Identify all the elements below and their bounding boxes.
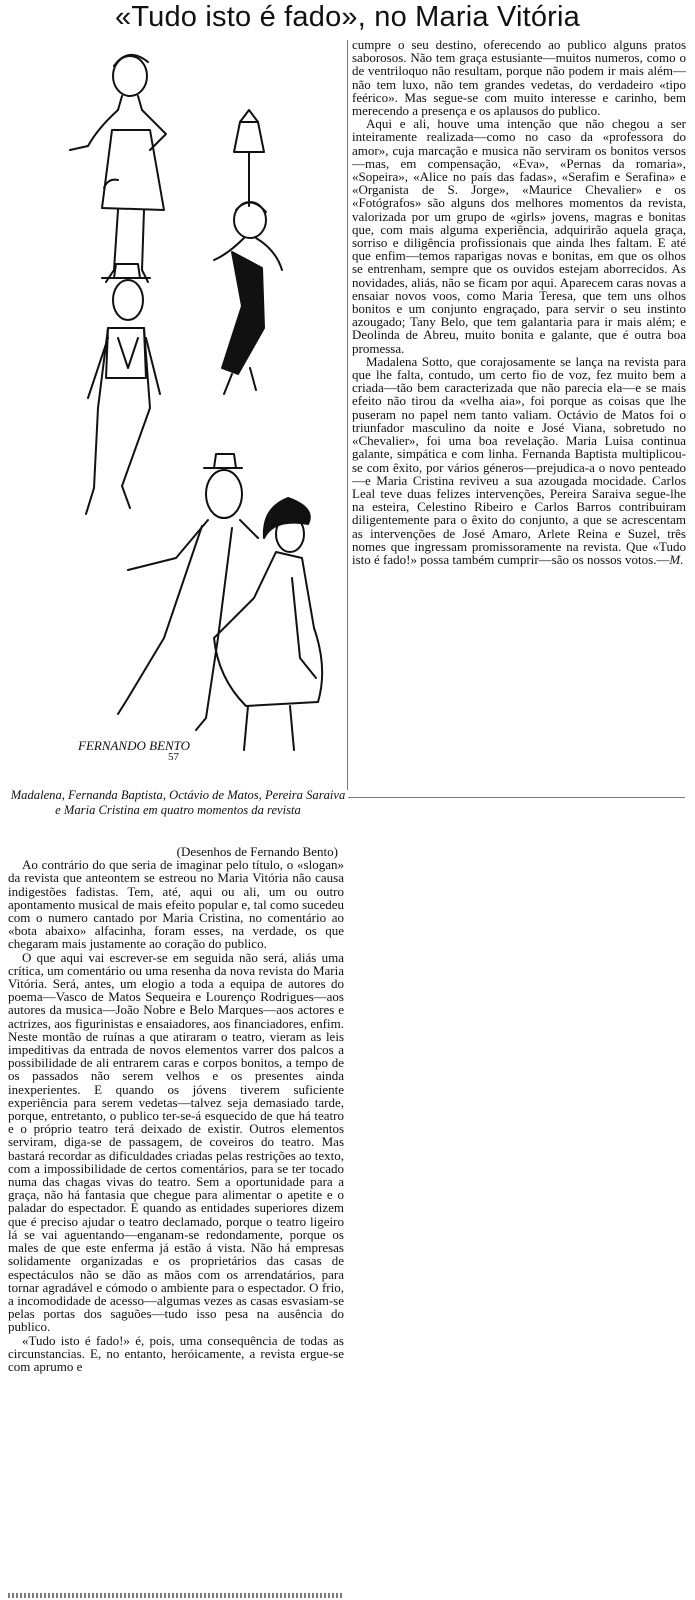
article-paragraph: Aqui e ali, houve uma intenção que não chegou a ser inteiramente realizada—como no caso da «professora do amor», cuja marcação e musica não serviram os bonitos versos—mas, em compensação, «Eva», «Pernas da romaria», «Sopeira», «Alice no país das fadas», «Serafim e Serafina» e «Organista de S. Jorge», «Maurice Chevalier» e os «Fotógrafos» são alguns dos melhores momentos da revista, valorizada por um grupo de «girls» jovens, magras e bonitas que, com mais alguma experiência, adquirirão aquela graça, sorriso e diligência profissionais que ainda lhes faltam. E até que enfim—temos raparigas novas e bonitas, em que os olhos se entrenham, sempre que os ouvidos estejam aborrecidos. As novidades, aliás, não se ficam por aqui. Aparecem caras novas a ensaiar novos voos, como Maria Teresa, que tem uns olhos bonitos e um conjunto engraçado, para servir o seu instinto azougado; Tany Belo, que tem galantaria para ir mais além; e Deolinda de Abreu, muito bonita e galante, que é outra boa promessa. — [352, 116, 686, 356]
illustrator-signature: FERNANDO BENTO — [78, 738, 191, 753]
article-paragraph: «Tudo isto é fado!» é, pois, uma consequência de todas as circunstancias. E, no entanto, heróicamente, a revista ergue-se com aprumo e — [8, 1332, 344, 1374]
article-paragraph: O que aqui vai escrever-se em seguida não será, aliás uma crítica, um comentário ou uma resenha da nova revista do Maria Vitória. Será, antes, um elogio a toda a equipa de autores do poema—Vasco de Matos Sequeira e Lourenço Rodrigues—aos autores da musica—João Nobre e Belo Marques—aos actores e actrizes, aos figurinistas e ensaiadores, aos financiadores, enfim. Neste montão de ruínas a que atiraram o teatro, vieram as leis impeditivas da entrada de novos elementos varrer dos palcos a possibilidade de ali entrarem caras e corpos bonitos, a tempo de os passados não serem velhos e os presentes ainda inexperientes. E quando os jóvens tiverem suficiente experiência para serem vedetas—talvez seja demasiado tarde, porque, entretanto, o publico ter-se-á esquecido de que há teatro e o próprio teatro terá deixado de existir. Outros elementos serviram, diga-se de passagem, de coveiros do teatro. Mas bastará recordar as dificuldades criadas pelas restrições ao texto, com a impossibilidade de certos comentários, para se ter tocado numa das chagas vivas do teatro. Sem a oportunidade para a graça, não há fantasia que chegue para alimentar o apetite e o paladar do espectador. E quando as entidades superiores dizem que é preciso ajudar o teatro declamado, porque o teatro ligeiro lá se vai aguentando—enganam-se redondamente, porque os males de que este enferma já estão á vista. Não há empresas solidamente organizadas e os proprietários das casas de espectáculos não se dão as mãos com os arrendatários, para tornar agradável e cómodo o ambiente para o espectador. O frio, a incomodidade de acesso—algumas vezes as casas esvasiam-se pelas portas dos saguões—tudo isso pesa na ausência do publico. — [8, 949, 344, 1335]
article-paragraph: cumpre o seu destino, oferecendo ao publico alguns pratos saborosos. Não tem graça estusiante—muitos numeros, como o de ventriloquo não resultam, porque não podem ir mais além—não tem luxo, não tem grandes vedetas, do verdadeiro «tipo feérico». Mas segue-se com muito interesse e carinho, bem merecendo a presença e os aplausos do publico. — [352, 38, 686, 119]
figure-fadista — [214, 202, 282, 394]
article-paragraph-text: Madalena Sotto, que corajosamente se lança na revista para que lhe falta, contudo, um certo fio de voz, fez muito bem a criada—tão bem caracterizada que não parecia ela—e se mais efeito não tirou da «velha aia», foi porque as coisas que lhe puseram no papel nem tanto valiam. Octávio de Matos foi o triunfador masculino da noite e José Viana, sobretudo no «Chevalier», foi uma boa revelação. Maria Luisa continua galante, simpática e com linha. Fernanda Baptista multiplicou-se com êxito, por vários géneros—prejudica-a o novo penteado—e Maria Cristina reviveu a sua azougada mocidade. Carlos Leal teve duas felizes intervenções, Pereira Saraiva segue-lhe na esteira, Celestino Ribeiro e Carlos Barros contribuiram diligentemente para o êxito do conjunto, a que se acrescentam as intervenções de José Amaro, Arlete Reina e Suzel, três nomes que ingressam promissoramente na revista. Que «Tudo isto é fado!» possa também cumprir—são os nossos votos.— — [352, 353, 686, 567]
article-headline: «Tudo isto é fado», no Maria Vitória — [114, 1, 581, 33]
figure-man-hat — [86, 264, 160, 514]
article-paragraph: Ao contrário do que seria de imaginar pelo título, o «slogan» da revista que anteontem se estreou no Maria Vitória não causa indigestões fadistas. Tem, até, aqui ou ali, um ou outro apontamento musical de mais efeito popular e, tal como sucedeu com o numero cantado por Maria Cristina, no comentário ao «bota abaixo» alfacinha, foram esses, na verdade, os que chegaram mais justamente ao coração do publico. — [8, 857, 344, 952]
revue-illustration — [18, 38, 338, 783]
column-divider — [347, 40, 348, 790]
article-column-left — [8, 845, 344, 1597]
figure-maid — [70, 55, 166, 282]
author-signature: M. — [669, 551, 684, 567]
figure-couple — [118, 454, 322, 750]
figure-street-lamp — [234, 110, 264, 206]
illustration-year: 57 — [168, 751, 179, 763]
article-paragraph — [352, 355, 686, 566]
drawing-credit: (Desenhos de Fernando Bento) — [176, 845, 338, 859]
illustration-caption: Madalena, Fernanda Baptista, Octávio de Matos, Pereira Saraiva e Maria Cristina em quatro momentos da revista — [10, 788, 346, 817]
page-edge — [8, 1593, 344, 1598]
article-column-right — [352, 38, 686, 798]
